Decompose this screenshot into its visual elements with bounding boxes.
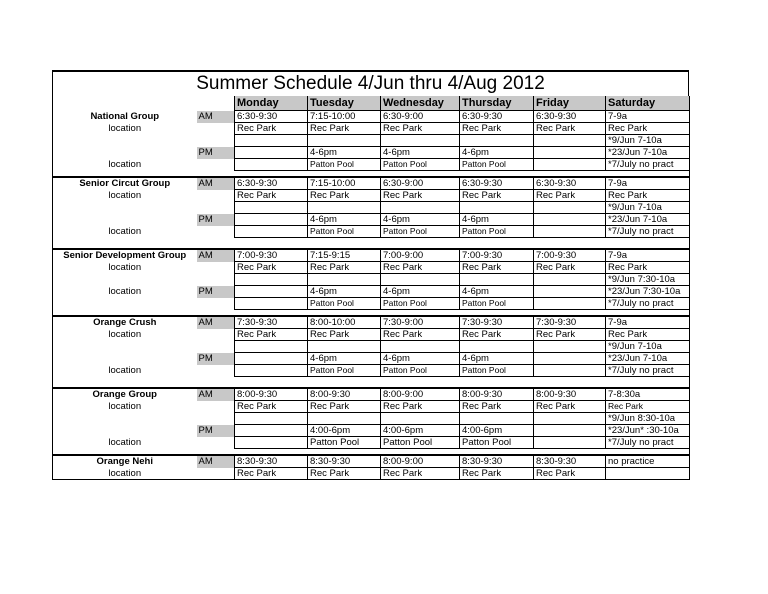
schedule-cell: Rec Park <box>606 401 690 413</box>
table-row <box>53 286 690 298</box>
schedule-cell: Patton Pool <box>381 226 460 238</box>
schedule-cell: 7:00-9:30 <box>235 249 308 262</box>
row-label <box>53 214 197 226</box>
schedule-cell: *9/Jun 7-10a <box>606 135 690 147</box>
table-row <box>53 123 690 135</box>
schedule-cell: Patton Pool <box>460 437 534 449</box>
schedule-cell <box>381 202 460 214</box>
schedule-cell: Rec Park <box>534 329 606 341</box>
schedule-cell: Patton Pool <box>460 226 534 238</box>
schedule-cell <box>534 353 606 365</box>
ampm-label <box>197 226 235 238</box>
row-label: location <box>53 159 197 171</box>
group-name: Orange Group <box>53 388 197 401</box>
schedule-cell: 8:30-9:30 <box>460 455 534 468</box>
schedule-cell: 6:30-9:30 <box>235 111 308 123</box>
table-row <box>53 190 690 202</box>
schedule-cell <box>534 286 606 298</box>
schedule-cell <box>534 298 606 310</box>
schedule-cell: Rec Park <box>381 329 460 341</box>
table-row <box>53 455 690 468</box>
schedule-cell: 8:30-9:30 <box>235 455 308 468</box>
ampm-label: AM <box>197 316 235 329</box>
row-label <box>53 341 197 353</box>
schedule-cell: Rec Park <box>534 262 606 274</box>
ampm-label <box>197 365 235 377</box>
schedule-cell <box>534 341 606 353</box>
ampm-label <box>197 329 235 341</box>
schedule-cell: 7-8:30a <box>606 388 690 401</box>
schedule-cell: no practice <box>606 455 690 468</box>
schedule-cell: 8:00-9:30 <box>308 388 381 401</box>
schedule-cell: *7/July no pract <box>606 365 690 377</box>
schedule-cell: 4-6pm <box>460 147 534 159</box>
schedule-cell <box>235 147 308 159</box>
table-row <box>53 329 690 341</box>
schedule-cell: Rec Park <box>606 262 690 274</box>
table-row <box>53 226 690 238</box>
schedule-cell: 8:00-9:00 <box>381 388 460 401</box>
schedule-cell <box>235 365 308 377</box>
schedule-cell: 7-9a <box>606 177 690 190</box>
schedule-cell: Rec Park <box>381 262 460 274</box>
schedule-cell: Rec Park <box>460 401 534 413</box>
group-name: Orange Nehi <box>53 455 197 468</box>
schedule-cell <box>534 202 606 214</box>
page-title: Summer Schedule 4/Jun thru 4/Aug 2012 <box>52 70 689 96</box>
row-label <box>53 413 197 425</box>
table-row <box>53 413 690 425</box>
schedule-cell: 4-6pm <box>381 286 460 298</box>
schedule-cell: 6:30-9:00 <box>381 177 460 190</box>
ampm-label <box>197 274 235 286</box>
row-label <box>53 353 197 365</box>
schedule-cell: 4-6pm <box>308 147 381 159</box>
row-label <box>53 425 197 437</box>
schedule-cell <box>381 135 460 147</box>
schedule-cell <box>460 274 534 286</box>
schedule-cell: *7/July no pract <box>606 226 690 238</box>
schedule-cell: 4:00-6pm <box>460 425 534 437</box>
schedule-cell: 7:30-9:30 <box>460 316 534 329</box>
schedule-cell: Patton Pool <box>460 365 534 377</box>
schedule-cell <box>534 413 606 425</box>
schedule-cell: 7:15-9:15 <box>308 249 381 262</box>
table-row <box>53 341 690 353</box>
schedule-cell <box>460 413 534 425</box>
schedule-cell: Patton Pool <box>460 298 534 310</box>
schedule-cell: 6:30-9:30 <box>460 177 534 190</box>
ampm-label: AM <box>197 111 235 123</box>
header-spacer <box>53 96 197 111</box>
ampm-label: PM <box>197 286 235 298</box>
table-row <box>53 111 690 123</box>
schedule-cell: 6:30-9:30 <box>460 111 534 123</box>
schedule-cell <box>381 413 460 425</box>
schedule-cell <box>235 353 308 365</box>
schedule-cell: 4-6pm <box>381 353 460 365</box>
schedule-cell: 8:30-9:30 <box>308 455 381 468</box>
schedule-cell <box>308 135 381 147</box>
schedule-cell: 6:30-9:30 <box>534 111 606 123</box>
row-label <box>53 274 197 286</box>
table-row <box>53 316 690 329</box>
schedule-table <box>52 96 690 480</box>
schedule-cell: Rec Park <box>606 329 690 341</box>
ampm-label: PM <box>197 353 235 365</box>
schedule-cell: *23/Jun 7-10a <box>606 353 690 365</box>
schedule-cell: Patton Pool <box>308 159 381 171</box>
schedule-cell <box>235 437 308 449</box>
table-row <box>53 262 690 274</box>
ampm-label <box>197 135 235 147</box>
schedule-cell: 7:00-9:30 <box>460 249 534 262</box>
table-row <box>53 425 690 437</box>
ampm-label: PM <box>197 147 235 159</box>
schedule-cell: Patton Pool <box>308 437 381 449</box>
day-header-row <box>53 96 690 111</box>
schedule-cell: Rec Park <box>606 190 690 202</box>
schedule-cell: Rec Park <box>235 123 308 135</box>
row-label: location <box>53 437 197 449</box>
ampm-label <box>197 159 235 171</box>
group-name: National Group <box>53 111 197 123</box>
schedule-cell: Rec Park <box>381 123 460 135</box>
row-label: location <box>53 123 197 135</box>
schedule-cell: Patton Pool <box>308 226 381 238</box>
schedule-cell: Rec Park <box>235 401 308 413</box>
schedule-cell <box>534 437 606 449</box>
schedule-cell: Rec Park <box>308 468 381 480</box>
schedule-cell <box>308 341 381 353</box>
ampm-label: PM <box>197 425 235 437</box>
schedule-cell: 8:00-9:30 <box>460 388 534 401</box>
schedule-cell: *7/July no pract <box>606 159 690 171</box>
schedule-cell: Rec Park <box>460 262 534 274</box>
schedule-cell: Rec Park <box>534 401 606 413</box>
row-label <box>53 202 197 214</box>
day-header: Tuesday <box>308 96 381 111</box>
schedule-cell: 4-6pm <box>460 353 534 365</box>
ampm-label: AM <box>197 455 235 468</box>
schedule-cell: Rec Park <box>534 468 606 480</box>
schedule-cell: 4-6pm <box>308 286 381 298</box>
schedule-cell: 4-6pm <box>381 214 460 226</box>
schedule-cell <box>235 298 308 310</box>
schedule-sheet <box>52 70 689 480</box>
schedule-cell <box>534 147 606 159</box>
ampm-label <box>197 413 235 425</box>
schedule-cell: 7:15-10:00 <box>308 111 381 123</box>
table-row <box>53 177 690 190</box>
table-row <box>53 135 690 147</box>
schedule-cell <box>235 202 308 214</box>
schedule-cell: Rec Park <box>308 401 381 413</box>
schedule-cell: *9/Jun 7:30-10a <box>606 274 690 286</box>
schedule-cell <box>235 274 308 286</box>
schedule-cell: *7/July no pract <box>606 437 690 449</box>
day-header: Monday <box>235 96 308 111</box>
schedule-cell: 7:30-9:00 <box>381 316 460 329</box>
schedule-cell: Rec Park <box>308 123 381 135</box>
schedule-cell <box>235 425 308 437</box>
schedule-cell <box>308 274 381 286</box>
table-row <box>53 202 690 214</box>
table-row <box>53 214 690 226</box>
schedule-cell: *23/Jun 7-10a <box>606 147 690 159</box>
schedule-cell <box>534 425 606 437</box>
table-row <box>53 159 690 171</box>
schedule-cell: 4-6pm <box>308 214 381 226</box>
schedule-cell: Rec Park <box>235 329 308 341</box>
ampm-label <box>197 298 235 310</box>
header-spacer <box>197 96 235 111</box>
ampm-label <box>197 123 235 135</box>
schedule-cell: Rec Park <box>235 262 308 274</box>
schedule-cell <box>534 226 606 238</box>
table-row <box>53 249 690 262</box>
schedule-cell: 7:30-9:30 <box>235 316 308 329</box>
schedule-cell <box>235 214 308 226</box>
schedule-cell: 8:00-9:00 <box>381 455 460 468</box>
table-row <box>53 147 690 159</box>
row-label <box>53 135 197 147</box>
schedule-cell <box>381 274 460 286</box>
schedule-cell: Rec Park <box>381 468 460 480</box>
schedule-cell <box>534 274 606 286</box>
schedule-cell <box>606 468 690 480</box>
row-label: location <box>53 468 197 480</box>
schedule-cell: Rec Park <box>308 329 381 341</box>
schedule-cell: 7:15-10:00 <box>308 177 381 190</box>
schedule-cell: Patton Pool <box>381 159 460 171</box>
table-row <box>53 365 690 377</box>
schedule-cell: Patton Pool <box>381 365 460 377</box>
schedule-cell: Rec Park <box>308 262 381 274</box>
ampm-label <box>197 190 235 202</box>
schedule-cell: Rec Park <box>381 190 460 202</box>
schedule-cell: Rec Park <box>534 190 606 202</box>
schedule-cell <box>460 202 534 214</box>
schedule-cell <box>381 341 460 353</box>
table-row <box>53 274 690 286</box>
schedule-cell: 4-6pm <box>308 353 381 365</box>
row-label: location <box>53 226 197 238</box>
ampm-label: PM <box>197 214 235 226</box>
schedule-cell: 7:30-9:30 <box>534 316 606 329</box>
ampm-label <box>197 341 235 353</box>
table-row <box>53 437 690 449</box>
schedule-cell: 7-9a <box>606 316 690 329</box>
schedule-cell: 4:00-6pm <box>381 425 460 437</box>
schedule-cell: *23/Jun* :30-10a <box>606 425 690 437</box>
row-label: location <box>53 286 197 298</box>
schedule-cell <box>534 135 606 147</box>
group-name: Orange Crush <box>53 316 197 329</box>
row-label <box>53 298 197 310</box>
schedule-cell <box>235 341 308 353</box>
schedule-cell: Rec Park <box>460 329 534 341</box>
row-label: location <box>53 329 197 341</box>
schedule-cell: 8:30-9:30 <box>534 455 606 468</box>
table-row <box>53 468 690 480</box>
ampm-label: AM <box>197 249 235 262</box>
schedule-cell: Rec Park <box>606 123 690 135</box>
schedule-cell <box>308 202 381 214</box>
day-header: Saturday <box>606 96 690 111</box>
schedule-cell <box>235 413 308 425</box>
schedule-cell: Patton Pool <box>460 159 534 171</box>
schedule-cell: 4-6pm <box>460 286 534 298</box>
schedule-cell <box>534 214 606 226</box>
schedule-cell: 4-6pm <box>460 214 534 226</box>
schedule-cell: Rec Park <box>460 468 534 480</box>
schedule-cell: 6:30-9:00 <box>381 111 460 123</box>
schedule-cell: 4-6pm <box>381 147 460 159</box>
group-name: Senior Circut Group <box>53 177 197 190</box>
schedule-cell: Rec Park <box>235 190 308 202</box>
schedule-cell <box>460 135 534 147</box>
schedule-cell: Patton Pool <box>381 298 460 310</box>
schedule-cell: *7/July no pract <box>606 298 690 310</box>
ampm-label <box>197 401 235 413</box>
schedule-cell: *9/Jun 7-10a <box>606 202 690 214</box>
schedule-cell <box>534 365 606 377</box>
schedule-cell: 7:00-9:00 <box>381 249 460 262</box>
row-label: location <box>53 365 197 377</box>
ampm-label: AM <box>197 388 235 401</box>
schedule-cell: 8:00-9:30 <box>534 388 606 401</box>
day-header: Friday <box>534 96 606 111</box>
table-row <box>53 353 690 365</box>
day-header: Thursday <box>460 96 534 111</box>
schedule-cell <box>308 413 381 425</box>
table-row <box>53 401 690 413</box>
schedule-cell: Rec Park <box>460 123 534 135</box>
schedule-cell <box>235 226 308 238</box>
schedule-cell: 8:00-10:00 <box>308 316 381 329</box>
row-label: location <box>53 262 197 274</box>
schedule-cell <box>235 159 308 171</box>
schedule-cell: Rec Park <box>460 190 534 202</box>
schedule-cell: 7:00-9:30 <box>534 249 606 262</box>
schedule-cell: 8:00-9:30 <box>235 388 308 401</box>
schedule-cell: *23/Jun 7-10a <box>606 214 690 226</box>
schedule-cell: Rec Park <box>534 123 606 135</box>
table-row <box>53 298 690 310</box>
schedule-cell: Patton Pool <box>308 298 381 310</box>
schedule-cell: Patton Pool <box>308 365 381 377</box>
schedule-cell <box>534 159 606 171</box>
schedule-cell: *9/Jun 7-10a <box>606 341 690 353</box>
schedule-cell <box>235 135 308 147</box>
row-label: location <box>53 401 197 413</box>
schedule-cell: *23/Jun 7:30-10a <box>606 286 690 298</box>
schedule-cell <box>235 286 308 298</box>
schedule-cell: Rec Park <box>308 190 381 202</box>
group-name: Senior Development Group <box>53 249 197 262</box>
ampm-label: AM <box>197 177 235 190</box>
ampm-label <box>197 437 235 449</box>
day-header: Wednesday <box>381 96 460 111</box>
schedule-cell: Patton Pool <box>381 437 460 449</box>
schedule-cell: 4:00-6pm <box>308 425 381 437</box>
schedule-cell: 7-9a <box>606 249 690 262</box>
schedule-cell: 7-9a <box>606 111 690 123</box>
schedule-cell <box>460 341 534 353</box>
schedule-cell: Rec Park <box>381 401 460 413</box>
schedule-cell: 6:30-9:30 <box>534 177 606 190</box>
ampm-label <box>197 468 235 480</box>
ampm-label <box>197 262 235 274</box>
schedule-cell: Rec Park <box>235 468 308 480</box>
table-row <box>53 388 690 401</box>
ampm-label <box>197 202 235 214</box>
schedule-cell: 6:30-9:30 <box>235 177 308 190</box>
schedule-cell: *9/Jun 8:30-10a <box>606 413 690 425</box>
row-label: location <box>53 190 197 202</box>
row-label <box>53 147 197 159</box>
